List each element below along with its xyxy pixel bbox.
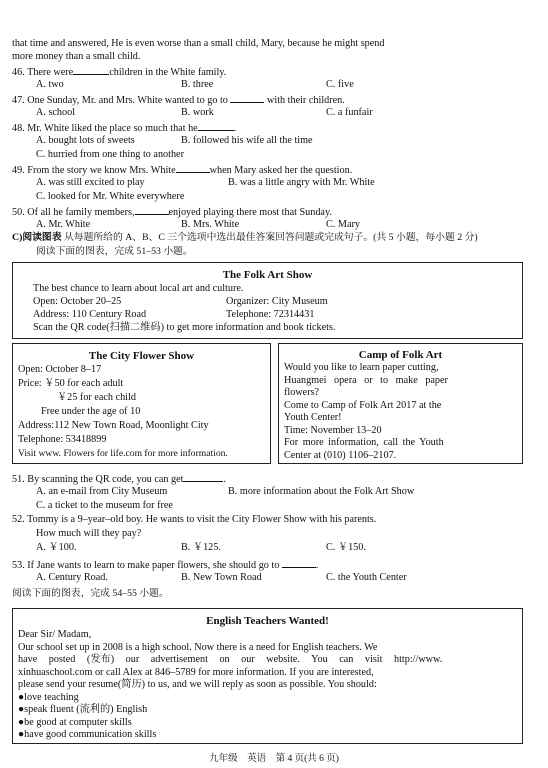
folk-art-show-open: Open: October 20–25 xyxy=(33,296,122,307)
teachers-requirement: ●be good at computer skills xyxy=(18,716,132,728)
option-c: C. the Youth Center xyxy=(326,572,407,583)
teachers-requirement: ●love teaching xyxy=(18,691,79,703)
teachers-paragraph-line: have posted (发布) our advertisement on our website. You can visit http://www. xyxy=(18,654,443,665)
question-46: 46. There were children in the White family. xyxy=(12,67,227,78)
teachers-wanted-box xyxy=(12,608,523,744)
question-49: 49. From the story we know Mrs. White when Mary asked her the question. xyxy=(12,165,353,176)
option-c: C. looked for Mr. White everywhere xyxy=(36,191,185,202)
folk-art-show-organizer: Organizer: City Museum xyxy=(226,296,328,307)
option-b: B. work xyxy=(181,107,214,118)
question-51: 51. By scanning the QR code, you can get . xyxy=(12,474,226,485)
option-b: B. Mrs. White xyxy=(181,219,240,230)
question-52: 52. Tommy is a 9–year–old boy. He wants to visit the City Flower Show with his parents. xyxy=(12,514,377,525)
section-c-instructions: C)阅读图表 从每题所给的 A、B、C 三个选项中选出最佳答案回答问题或完成句子。(共 5 小题，每小题 2 分) xyxy=(12,232,478,243)
teachers-requirement: ●speak fluent (流利的) English xyxy=(18,704,148,715)
city-flower-show-box xyxy=(12,343,271,464)
city-flower-show-address: Address:112 New Town Road, Moonlight City xyxy=(18,420,209,431)
option-c: C. Mary xyxy=(326,219,360,230)
city-flower-show-open: Open: October 8–17 xyxy=(18,364,102,375)
camp-line: Center at (010) 1106–2107. xyxy=(284,449,397,461)
option-b: B. more information about the Folk Art Show xyxy=(228,486,415,497)
camp-line: flowers? xyxy=(284,387,320,398)
teachers-requirement: ●have good communication skills xyxy=(18,729,157,740)
folk-art-show-description: The best chance to learn about local art and culture. xyxy=(33,283,244,294)
teachers-paragraph-line: xinhuaschool.com or call Alex at 846–5789 for more information. If you are interested, xyxy=(18,666,374,678)
camp-line: Huangmei opera or to make paper xyxy=(284,374,448,386)
city-flower-show-telephone: Telephone: 53418899 xyxy=(18,434,107,445)
city-flower-show-price-adult: Price: ￥50 for each adult xyxy=(18,378,124,389)
option-a: A. ￥100. xyxy=(36,542,77,553)
folk-art-show-box xyxy=(12,262,523,339)
option-c: C. a ticket to the museum for free xyxy=(36,500,173,511)
option-b: B. three xyxy=(181,79,214,90)
question-50: 50. Of all he family members, enjoyed playing there most that Sunday. xyxy=(12,207,332,218)
camp-line: Youth Center! xyxy=(284,412,342,423)
page-footer: 九年级 英语 第 4 页(共 6 页) xyxy=(209,754,339,764)
question-47: 47. One Sunday, Mr. and Mrs. White wanted to go to with their children. xyxy=(12,95,345,106)
option-b: B. New Town Road xyxy=(181,572,262,583)
passage-line: that time and answered, He is even worse than a small child, Mary, because he might spend xyxy=(12,38,385,49)
option-b: B. ￥125. xyxy=(181,542,221,553)
section-c-subinstruction: 阅读下面的图表，完成 51–53 小题。 xyxy=(36,246,193,257)
option-b: B. was a little angry with Mr. White xyxy=(228,177,375,188)
option-b: B. followed his wife all the time xyxy=(181,135,313,146)
option-a: A. Mr. White xyxy=(36,219,91,230)
city-flower-show-title: The City Flower Show xyxy=(88,350,195,362)
option-a: A. school xyxy=(36,107,76,118)
option-c: C. ￥150. xyxy=(326,542,366,553)
question-52-continued: How much will they pay? xyxy=(36,528,142,539)
teachers-paragraph-line: please send your resume(简历) to us, and we will reply as soon as possible. You should: xyxy=(18,679,377,690)
question-48: 48. Mr. White liked the place so much that he . xyxy=(12,123,237,134)
camp-line: For more information, call the Youth xyxy=(284,437,444,448)
city-flower-show-price-child: ￥25 for each child xyxy=(57,392,136,403)
option-a: A. two xyxy=(36,79,64,90)
option-a: A. bought lots of sweets xyxy=(36,135,135,146)
subinstruction-54-55: 阅读下面的图表，完成 54–55 小题。 xyxy=(12,588,169,599)
folk-art-show-title: The Folk Art Show xyxy=(222,269,313,281)
camp-of-folk-art-box xyxy=(278,343,523,464)
teachers-wanted-title: English Teachers Wanted! xyxy=(206,615,329,627)
teachers-greeting: Dear Sir/ Madam, xyxy=(18,629,92,640)
passage-line: more money than a small child. xyxy=(12,51,141,62)
option-c: C. five xyxy=(326,79,354,90)
teachers-paragraph-line: Our school set up in 2008 is a high school. Now there is a need for English teachers. We xyxy=(18,641,378,653)
camp-title: Camp of Folk Art xyxy=(358,349,443,361)
option-a: A. was still excited to play xyxy=(36,177,145,188)
folk-art-show-address: Address: 110 Century Road xyxy=(33,309,147,320)
city-flower-show-free: Free under the age of 10 xyxy=(41,406,141,417)
city-flower-show-visit: Visit www. Flowers for life.com for more information. xyxy=(18,448,228,459)
folk-art-show-scan: Scan the QR code(扫描二维码) to get more information and book tickets. xyxy=(33,322,336,333)
camp-line: Would you like to learn paper cutting, xyxy=(284,362,439,373)
camp-line: Time: November 13–20 xyxy=(284,424,382,436)
question-53: 53. If Jane wants to learn to make paper flowers, she should go to . xyxy=(12,560,319,571)
option-c: C. hurried from one thing to another xyxy=(36,149,184,160)
option-c: C. a funfair xyxy=(326,107,373,118)
option-a: A. Century Road. xyxy=(36,572,108,583)
option-a: A. an e-mail from City Museum xyxy=(36,486,168,497)
camp-line: Come to Camp of Folk Art 2017 at the xyxy=(284,399,442,411)
folk-art-show-telephone: Telephone: 72314431 xyxy=(226,309,315,320)
